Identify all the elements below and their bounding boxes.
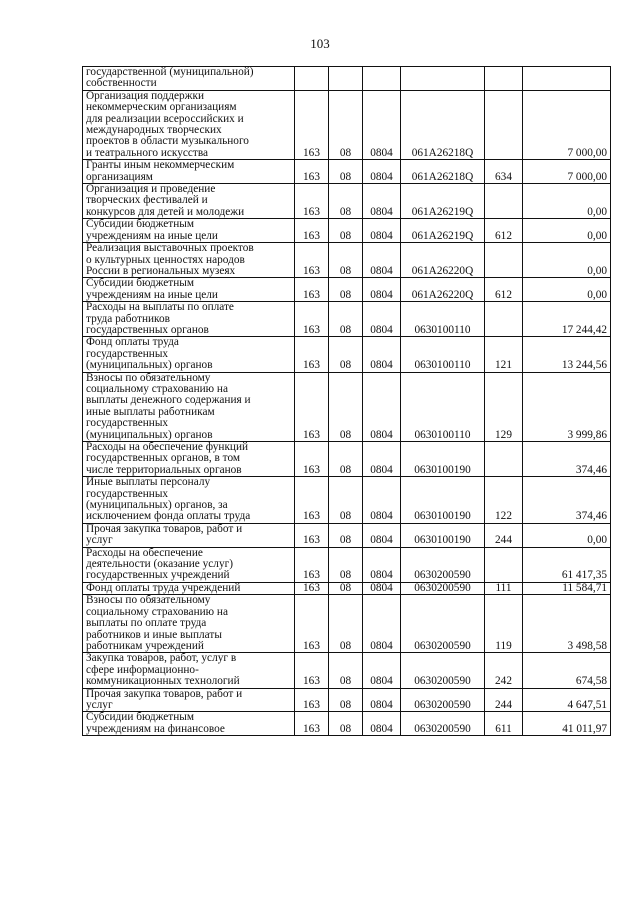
row-target-code: 061A26220Q — [401, 243, 485, 278]
row-name: Прочая закупка товаров, работ и услуг — [83, 688, 295, 712]
table-row — [83, 219, 611, 243]
row-amount: 11 584,71 — [523, 582, 611, 594]
row-section-code: 08 — [329, 442, 363, 477]
row-name: Фонд оплаты труда учреждений — [83, 582, 295, 594]
row-section-code: 08 — [329, 337, 363, 372]
row-admin-code: 163 — [295, 582, 329, 594]
table-row — [83, 712, 611, 736]
row-name: Закупка товаров, работ, услуг в сфере информационно- коммуникационных технологий — [83, 653, 295, 688]
row-amount: 374,46 — [523, 442, 611, 477]
row-subsection-code — [363, 67, 401, 91]
table-row — [83, 688, 611, 712]
row-expense-type — [485, 67, 523, 91]
row-amount: 374,46 — [523, 477, 611, 524]
row-expense-type: 612 — [485, 219, 523, 243]
row-amount: 0,00 — [523, 219, 611, 243]
row-target-code: 061A26218Q — [401, 90, 485, 159]
row-expense-type: 121 — [485, 337, 523, 372]
row-target-code: 0630200590 — [401, 595, 485, 653]
row-target-code: 0630100190 — [401, 477, 485, 524]
row-section-code: 08 — [329, 653, 363, 688]
budget-table-body — [83, 67, 611, 736]
row-subsection-code: 0804 — [363, 219, 401, 243]
row-section-code: 08 — [329, 302, 363, 337]
table-row — [83, 523, 611, 547]
row-admin-code: 163 — [295, 184, 329, 219]
row-subsection-code: 0804 — [363, 302, 401, 337]
row-expense-type — [485, 90, 523, 159]
table-row — [83, 337, 611, 372]
row-subsection-code: 0804 — [363, 523, 401, 547]
row-subsection-code: 0804 — [363, 688, 401, 712]
row-section-code: 08 — [329, 160, 363, 184]
row-section-code: 08 — [329, 243, 363, 278]
row-subsection-code: 0804 — [363, 547, 401, 582]
row-target-code: 0630200590 — [401, 582, 485, 594]
row-target-code: 061A26219Q — [401, 219, 485, 243]
row-admin-code: 163 — [295, 372, 329, 441]
row-section-code: 08 — [329, 582, 363, 594]
row-target-code: 0630100110 — [401, 302, 485, 337]
row-expense-type: 244 — [485, 688, 523, 712]
row-amount: 674,58 — [523, 653, 611, 688]
row-admin-code: 163 — [295, 90, 329, 159]
row-expense-type: 611 — [485, 712, 523, 736]
row-expense-type: 612 — [485, 278, 523, 302]
row-amount: 0,00 — [523, 243, 611, 278]
row-name: Взносы по обязательному социальному страхованию на выплаты денежного содержания и иные выплаты работникам государственных (муниципальных) органов — [83, 372, 295, 441]
row-name: Субсидии бюджетным учреждениям на иные цели — [83, 219, 295, 243]
row-section-code: 08 — [329, 184, 363, 219]
row-target-code: 0630200590 — [401, 688, 485, 712]
row-section-code: 08 — [329, 712, 363, 736]
row-section-code — [329, 67, 363, 91]
row-target-code: 061A26218Q — [401, 160, 485, 184]
row-amount: 3 498,58 — [523, 595, 611, 653]
row-subsection-code: 0804 — [363, 160, 401, 184]
row-target-code: 0630200590 — [401, 712, 485, 736]
row-subsection-code: 0804 — [363, 595, 401, 653]
row-amount: 7 000,00 — [523, 90, 611, 159]
row-section-code: 08 — [329, 219, 363, 243]
table-row — [83, 278, 611, 302]
row-admin-code: 163 — [295, 243, 329, 278]
table-row — [83, 653, 611, 688]
table-row — [83, 67, 611, 91]
table-row — [83, 90, 611, 159]
row-name: Организация поддержки некоммерческим организациям для реализации всероссийских и международных творческих проектов в области музыкального и театрального искусства — [83, 90, 295, 159]
row-expense-type — [485, 184, 523, 219]
row-target-code: 0630200590 — [401, 653, 485, 688]
row-amount: 61 417,35 — [523, 547, 611, 582]
row-amount: 3 999,86 — [523, 372, 611, 441]
row-target-code: 0630100110 — [401, 337, 485, 372]
row-section-code: 08 — [329, 90, 363, 159]
row-admin-code: 163 — [295, 547, 329, 582]
row-name: Субсидии бюджетным учреждениям на финансовое — [83, 712, 295, 736]
row-expense-type — [485, 243, 523, 278]
row-expense-type: 111 — [485, 582, 523, 594]
row-amount: 4 647,51 — [523, 688, 611, 712]
row-amount: 41 011,97 — [523, 712, 611, 736]
page-number: 103 — [310, 36, 330, 51]
table-row — [83, 547, 611, 582]
row-subsection-code: 0804 — [363, 243, 401, 278]
row-section-code: 08 — [329, 372, 363, 441]
row-admin-code: 163 — [295, 595, 329, 653]
row-subsection-code: 0804 — [363, 582, 401, 594]
row-subsection-code: 0804 — [363, 712, 401, 736]
row-name: Расходы на выплаты по оплате труда работников государственных органов — [83, 302, 295, 337]
row-name: Расходы на обеспечение функций государственных органов, в том числе территориальных органов — [83, 442, 295, 477]
row-name: Иные выплаты персоналу государственных (муниципальных) органов, за исключением фонда оплаты труда — [83, 477, 295, 524]
row-section-code: 08 — [329, 278, 363, 302]
row-admin-code: 163 — [295, 688, 329, 712]
row-target-code: 0630200590 — [401, 547, 485, 582]
row-expense-type — [485, 302, 523, 337]
table-row — [83, 372, 611, 441]
table-row — [83, 477, 611, 524]
row-section-code: 08 — [329, 523, 363, 547]
row-section-code: 08 — [329, 688, 363, 712]
row-expense-type — [485, 547, 523, 582]
row-amount: 13 244,56 — [523, 337, 611, 372]
row-target-code — [401, 67, 485, 91]
row-admin-code: 163 — [295, 653, 329, 688]
row-subsection-code: 0804 — [363, 477, 401, 524]
row-amount — [523, 67, 611, 91]
row-expense-type: 119 — [485, 595, 523, 653]
row-section-code: 08 — [329, 595, 363, 653]
row-expense-type: 634 — [485, 160, 523, 184]
row-amount: 0,00 — [523, 523, 611, 547]
row-admin-code: 163 — [295, 278, 329, 302]
row-subsection-code: 0804 — [363, 372, 401, 441]
row-admin-code: 163 — [295, 302, 329, 337]
row-target-code: 061A26219Q — [401, 184, 485, 219]
row-target-code: 061A26220Q — [401, 278, 485, 302]
row-amount: 0,00 — [523, 278, 611, 302]
row-name: Взносы по обязательному социальному страхованию на выплаты по оплате труда работников и иные выплаты работникам учреждений — [83, 595, 295, 653]
row-subsection-code: 0804 — [363, 184, 401, 219]
table-row — [83, 582, 611, 594]
row-name: государственной (муниципальной) собственности — [83, 67, 295, 91]
budget-table — [82, 66, 611, 736]
row-expense-type: 122 — [485, 477, 523, 524]
row-target-code: 0630100110 — [401, 372, 485, 441]
table-row — [83, 302, 611, 337]
table-row — [83, 184, 611, 219]
table-row — [83, 442, 611, 477]
row-name: Реализация выставочных проектов о культурных ценностях народов России в региональных музеях — [83, 243, 295, 278]
row-name: Гранты иным некоммерческим организациям — [83, 160, 295, 184]
row-subsection-code: 0804 — [363, 442, 401, 477]
row-subsection-code: 0804 — [363, 278, 401, 302]
row-amount: 0,00 — [523, 184, 611, 219]
row-admin-code: 163 — [295, 219, 329, 243]
row-amount: 7 000,00 — [523, 160, 611, 184]
row-expense-type: 242 — [485, 653, 523, 688]
row-expense-type: 129 — [485, 372, 523, 441]
row-target-code: 0630100190 — [401, 523, 485, 547]
table-row — [83, 160, 611, 184]
row-admin-code: 163 — [295, 160, 329, 184]
row-name: Организация и проведение творческих фестивалей и конкурсов для детей и молодежи — [83, 184, 295, 219]
row-admin-code: 163 — [295, 337, 329, 372]
row-subsection-code: 0804 — [363, 337, 401, 372]
row-name: Субсидии бюджетным учреждениям на иные цели — [83, 278, 295, 302]
row-amount: 17 244,42 — [523, 302, 611, 337]
row-expense-type — [485, 442, 523, 477]
row-name: Фонд оплаты труда государственных (муниципальных) органов — [83, 337, 295, 372]
row-expense-type: 244 — [485, 523, 523, 547]
row-name: Прочая закупка товаров, работ и услуг — [83, 523, 295, 547]
table-row — [83, 243, 611, 278]
row-section-code: 08 — [329, 547, 363, 582]
row-target-code: 0630100190 — [401, 442, 485, 477]
row-admin-code: 163 — [295, 712, 329, 736]
row-subsection-code: 0804 — [363, 653, 401, 688]
row-admin-code: 163 — [295, 523, 329, 547]
row-subsection-code: 0804 — [363, 90, 401, 159]
row-admin-code: 163 — [295, 477, 329, 524]
row-admin-code — [295, 67, 329, 91]
row-section-code: 08 — [329, 477, 363, 524]
row-admin-code: 163 — [295, 442, 329, 477]
row-name: Расходы на обеспечение деятельности (оказание услуг) государственных учреждений — [83, 547, 295, 582]
table-row — [83, 595, 611, 653]
